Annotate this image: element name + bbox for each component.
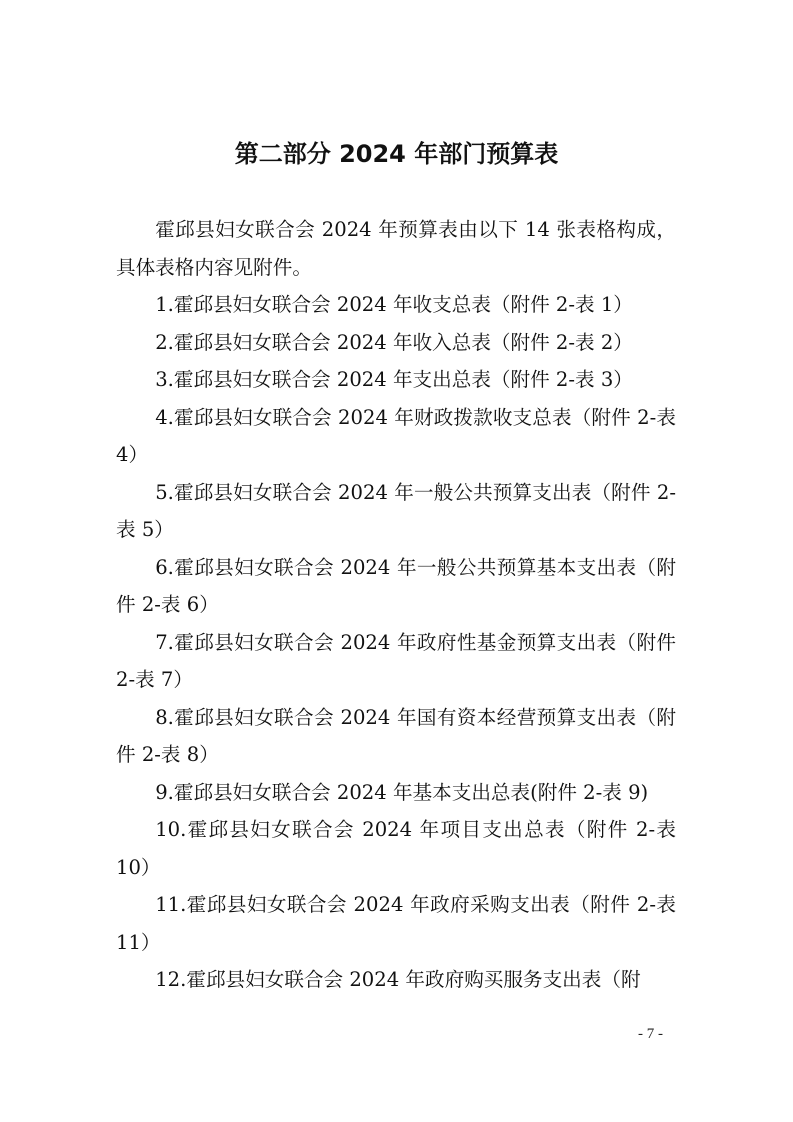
list-item-12: 12.霍邱县妇女联合会 2024 年政府购买服务支出表（附 — [155, 968, 641, 991]
list-item-2: 2.霍邱县妇女联合会 2024 年收入总表（附件 2-表 2） — [155, 330, 633, 354]
list-item-10: 10.霍邱县妇女联合会 2024 年项目支出总表（附件 2-表 10） — [116, 818, 676, 879]
list-item-9: 9.霍邱县妇女联合会 2024 年基本支出总表(附件 2-表 9) — [155, 780, 649, 804]
list-item-11: 11.霍邱县妇女联合会 2024 年政府采购支出表（附件 2-表 11） — [116, 893, 676, 954]
list-item-3: 3.霍邱县妇女联合会 2024 年支出总表（附件 2-表 3） — [155, 368, 633, 391]
list-item-1: 1.霍邱县妇女联合会 2024 年收支总表（附件 2-表 1） — [155, 293, 633, 316]
list-item-6: 6.霍邱县妇女联合会 2024 年一般公共预算基本支出表（附件 2-表 6） — [116, 555, 676, 616]
list-item-8: 8.霍邱县妇女联合会 2024 年国有资本经营预算支出表（附件 2-表 8） — [116, 705, 676, 766]
section-title: 第二部分 2024 年部门预算表 — [234, 140, 559, 168]
page-number: - 7 - — [638, 1026, 663, 1042]
intro-paragraph: 霍邱县妇女联合会 2024 年预算表由以下 14 张表格构成，具体表格内容见附件。 — [116, 218, 676, 279]
list-item-7: 7.霍邱县妇女联合会 2024 年政府性基金预算支出表（附件 2-表 7） — [116, 630, 676, 691]
list-item-4: 4.霍邱县妇女联合会 2024 年财政拨款收支总表（附件 2-表 4） — [116, 405, 676, 466]
body-text — [116, 211, 676, 999]
list-item-5: 5.霍邱县妇女联合会 2024 年一般公共预算支出表（附件 2-表 5） — [116, 480, 676, 541]
